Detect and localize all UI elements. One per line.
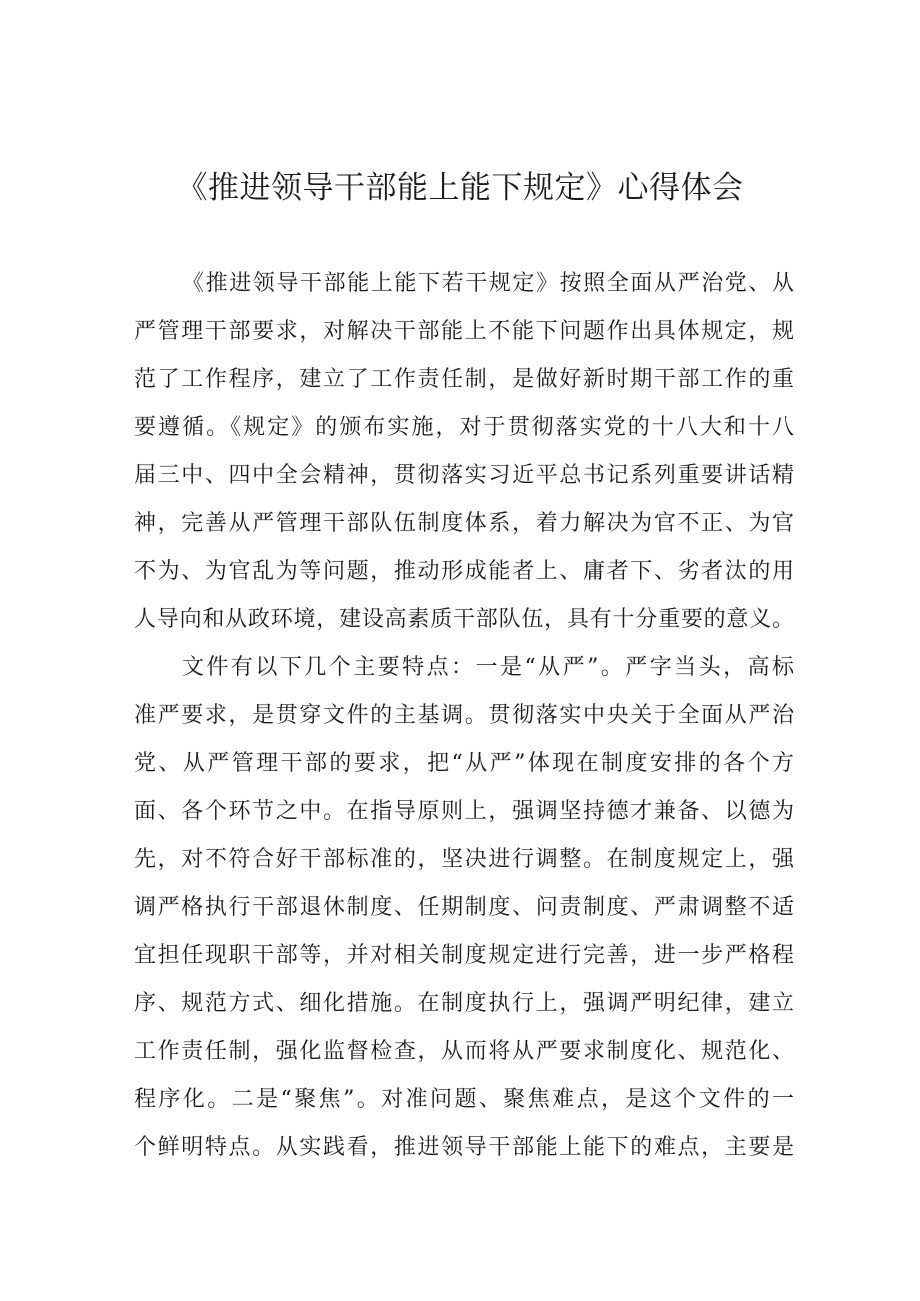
- text-line: 调严格执行干部退休制度、任期制度、问责制度、严肃调整不适: [134, 895, 794, 920]
- text-line: 严管理干部要求，对解决干部能上不能下问题作出具体规定，规: [134, 319, 794, 344]
- text-line: 准严要求，是贯穿文件的主基调。贯彻落实中央关于全面从严治: [134, 703, 794, 728]
- text-line: 《推进领导干部能上能下若干规定》按照全面从严治党、从: [182, 271, 794, 296]
- text-line: 神，完善从严管理干部队伍制度体系，着力解决为官不正、为官: [134, 511, 794, 536]
- text-line: 个鲜明特点。从实践看，推进领导干部能上能下的难点，主要是: [134, 1135, 794, 1160]
- text-line: 不为、为官乱为等问题，推动形成能者上、庸者下、劣者汰的用: [134, 559, 794, 584]
- text-line: 序、规范方式、细化措施。在制度执行上，强调严明纪律，建立: [134, 991, 794, 1016]
- text-line: 文件有以下几个主要特点：一是“从严”。严字当头，高标: [182, 655, 794, 680]
- text-line: 程序化。二是“聚焦”。对准问题、聚焦难点，是这个文件的一: [134, 1087, 794, 1112]
- document-title: 《推进领导干部能上能下规定》心得体会: [176, 170, 744, 206]
- text-line: 要遵循。《规定》的颁布实施，对于贯彻落实党的十八大和十八: [134, 415, 794, 440]
- text-line: 人导向和从政环境，建设高素质干部队伍，具有十分重要的意义。: [134, 607, 794, 632]
- text-line: 先，对不符合好干部标准的，坚决进行调整。在制度规定上，强: [134, 847, 794, 872]
- text-line: 工作责任制，强化监督检查，从而将从严要求制度化、规范化、: [134, 1039, 794, 1064]
- text-line: 面、各个环节之中。在指导原则上，强调坚持德才兼备、以德为: [134, 799, 794, 824]
- text-line: 宜担任现职干部等，并对相关制度规定进行完善，进一步严格程: [134, 943, 794, 968]
- text-line: 届三中、四中全会精神，贯彻落实习近平总书记系列重要讲话精: [134, 463, 794, 488]
- text-line: 范了工作程序，建立了工作责任制，是做好新时期干部工作的重: [134, 367, 794, 392]
- text-line: 党、从严管理干部的要求，把“从严”体现在制度安排的各个方: [134, 751, 794, 776]
